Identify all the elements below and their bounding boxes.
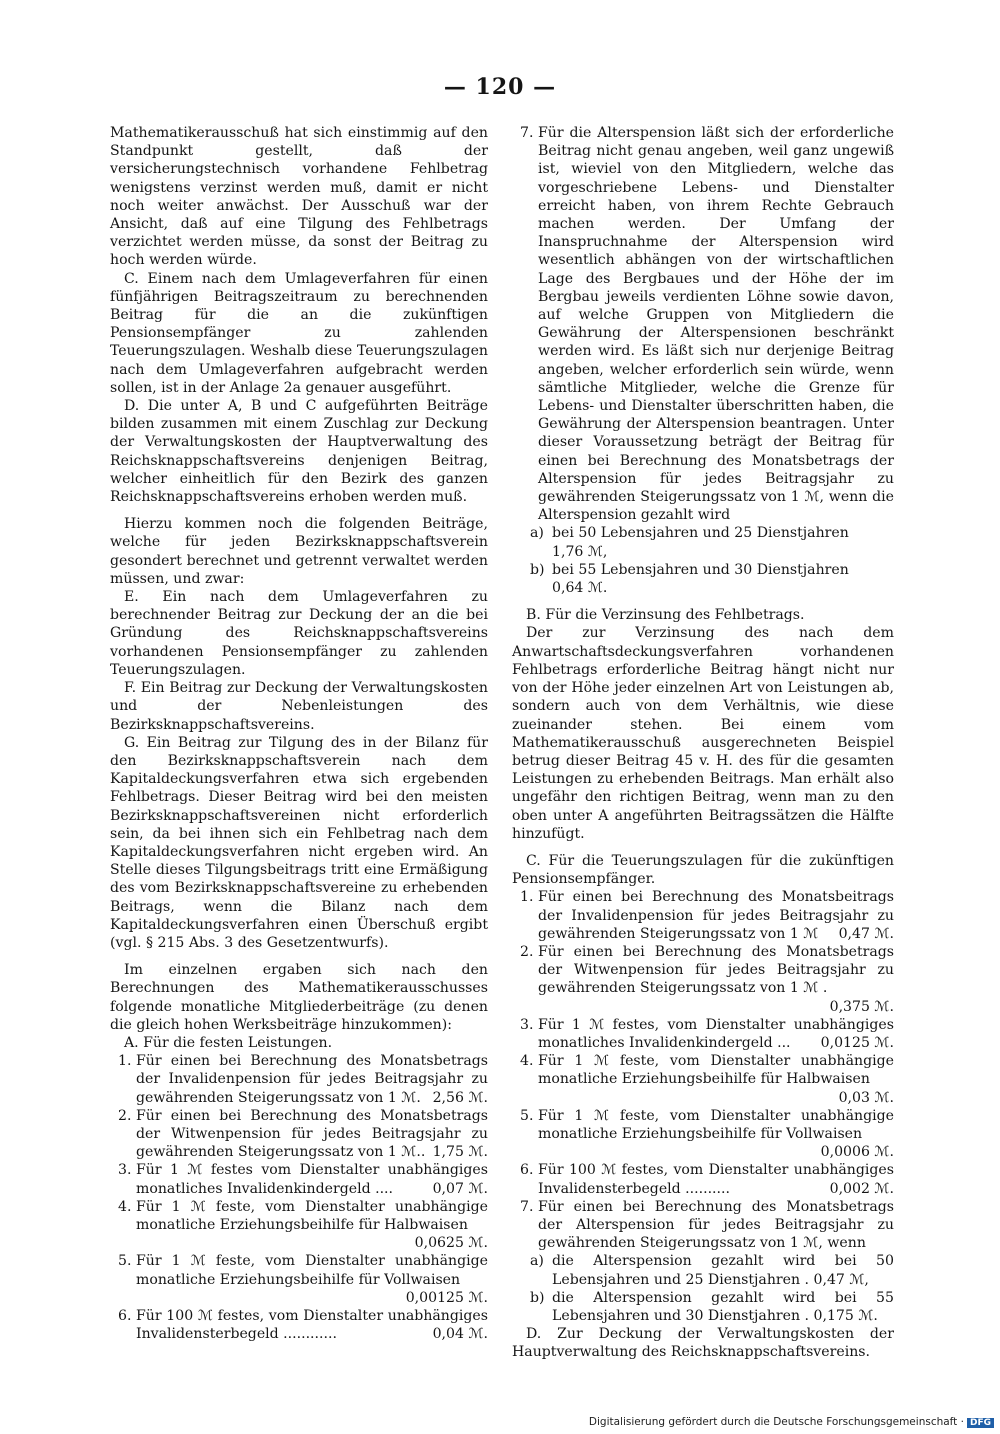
item-value: 0,0125 ℳ.	[820, 1034, 894, 1051]
item-text: Für 1 ℳ festes, vom Dienstalter unabhängiges monatliches Invalidenkindergeld ...	[538, 1016, 894, 1051]
item-text: Für 1 ℳ feste, vom Dienstalter unabhängige monatliche Erziehungsbeihilfe für Halbwaisen	[538, 1053, 894, 1088]
item-value: 0,07 ℳ.	[432, 1180, 488, 1197]
list-item: 4. Für 1 ℳ feste, vom Dienstalter unabhängige monatliche Erziehungsbeihilfe für Halbwaisen 0,0625 ℳ.	[118, 1198, 488, 1252]
paragraph-e: E. Ein nach dem Umlageverfahren zu berechnender Beitrag zur Deckung der an die bei Gründung des Reichsknappschaftsvereins vorhandenen Pensionsempfänger zu zahlenden Teuerungszulagen.	[110, 589, 488, 678]
paragraph-d: D. Die unter A, B und C aufgeführten Beiträge bilden zusammen mit einem Zuschlag zur Deckung der Verwaltungskosten der Hauptverwaltung des Reichsknappschaftsvereins denjenigen Beitrag, welcher einheitlich für den Bezirk des ganzen Reichsknappschaftsvereins erhoben werden muß.	[110, 398, 488, 506]
paragraph: Der zur Verzinsung des nach dem Anwartschaftsdeckungsverfahren vorhandenen Fehlbetrags erforderliche Beitrag hängt nicht nur von der Höhe jeder einzelnen Art von Leistungen ab, sondern auch von dem Verhältnis, wie diese zueinander stehen. Bei einem vom Mathematikerausschuß ausgerechneten Beispiel betrug dieser Beitrag 45 v. H. des für die gesamten Leistungen zu erhebenden Beitrags. Man erhält also ungefähr den richtigen Beitrag, wenn man zu den oben unter A angeführten Beitragssätzen die Hälfte hinzufügt.	[512, 625, 894, 842]
item-text: Für einen bei Berechnung des Monatsbetrags der Witwenpension für jedes Beitragsjahr zu gewährenden Steigerungssatz von 1 ℳ .	[538, 943, 894, 997]
list-item: 7. Für die Alterspension läßt sich der erforderliche Beitrag nicht genau angeben, weil ganz ungewiß ist, wieviel von den Mitgliedern, welche das vorgeschriebene Lebens- und Dienstalter erreicht haben, von ihrem Rechte Gebrauch machen werden. Der Umfang der Inanspruchnahme der Alterspension wird wesentlich abhängen von der wirtschaftlichen Lage des Bergbaues und der Höhe der im Bergbau jeweils verdienten Löhne sowie davon, auf welche Gruppen von Mitgliedern die Gewährung der Alterspensionen beschränkt werden wird. Es läßt sich nur derjenige Beitrag angeben, welcher erforderlich sein würde, wenn sämtliche Mitglieder, welche die Grenze für Lebens- und Dienstalter überschritten haben, die Gewährung der Alterspension beantragen. Unter dieser Voraussetzung beträgt der Beitrag für einen bei Berechnung des Monatsbetrags der Alterspension für jedes Beitragsjahr zu gewährenden Steigerungssatz von 1 ℳ, wenn die Alterspension gezahlt wird	[520, 125, 894, 524]
list-item: 3. Für 1 ℳ festes, vom Dienstalter unabhängiges monatliches Invalidenkindergeld ... 0,0125 ℳ.	[520, 1016, 894, 1051]
section-heading-b: B. Für die Verzinsung des Fehlbetrags.	[526, 607, 805, 624]
item-text: Für einen bei Berechnung des Monatsbetrags der Alterspension für jedes Beitragsjahr zu gewährenden Steigerungssatz von 1 ℳ, wenn	[538, 1198, 894, 1252]
item-text: Für 1 ℳ feste, vom Dienstalter unabhängige monatliche Erziehungsbeihilfe für Vollwaisen	[136, 1253, 488, 1288]
item-value: 0,002 ℳ.	[829, 1180, 894, 1197]
item-text: Für 100 ℳ festes, vom Dienstalter unabhängiges Invalidensterbegeld ..........	[538, 1162, 894, 1197]
list-item: 6. Für 100 ℳ festes, vom Dienstalter unabhängiges Invalidensterbegeld ............ 0,04 ℳ.	[118, 1308, 488, 1343]
list-item: 2. Für einen bei Berechnung des Monatsbetrags der Witwenpension für jedes Beitragsjahr zu gewährenden Steigerungssatz von 1 ℳ.. 1,75 ℳ.	[118, 1107, 488, 1161]
sub-item-text: die Alterspension gezahlt wird bei 55 Lebensjahren und 30 Dienstjahren .	[552, 1289, 894, 1324]
item-value: 1,75 ℳ.	[432, 1144, 488, 1161]
paragraph-g: G. Ein Beitrag zur Tilgung des in der Bilanz für den Bezirksknappschaftsverein nach dem Kapitaldeckungsverfahren etwa sich ergebenden Fehlbetrags. Dieser Beitrag wird bei den meisten Bezirksknappschaftsvereinen nicht erforderlich sein, da bei ihnen sich ein Fehlbetrag nach dem Kapitaldeckungsverfahren nicht ergeben wird. An Stelle dieses Tilgungsbeitrags tritt eine Ermäßigung des vom Bezirksknappschaftsvereine zu erhebenden Beitrags, wenn die Bilanz nach dem Kapitaldeckungsverfahren einen Überschuß ergibt (vgl. § 215 Abs. 3 des Gesetzentwurfs).	[110, 734, 488, 951]
item-value: 2,56 ℳ.	[432, 1089, 488, 1106]
item-value: 0,375 ℳ.	[829, 998, 894, 1015]
item-text: Für einen bei Berechnung des Monatsbetrags der Invalidenpension für jedes Beitragsjahr zu gewährenden Steigerungssatz von 1 ℳ.	[136, 1053, 488, 1106]
list-item: 5. Für 1 ℳ feste, vom Dienstalter unabhängige monatliche Erziehungsbeihilfe für Vollwaisen 0,00125 ℳ.	[118, 1253, 488, 1306]
right-column	[512, 124, 894, 1362]
sub-item-value: 0,175 ℳ.	[813, 1308, 878, 1324]
item-text: Für 1 ℳ feste, vom Dienstalter unabhängige monatliche Erziehungsbeihilfe für Halbwaisen	[136, 1198, 488, 1233]
sub-item-text: bei 50 Lebensjahren und 25 Dienstjahren	[552, 525, 849, 542]
paragraph: Mathematikerausschuß hat sich einstimmig auf den Standpunkt gestellt, daß der versicherungstechnisch vorhandene Fehlbetrag wenigstens verzinst werden muß, damit er nicht noch weiter anwächst. Der Ausschuß war der Ansicht, daß auf eine Tilgung des Fehlbetrags verzichtet werden müsse, da sonst der Beitrag zu hoch werden würde.	[110, 125, 488, 269]
item-value: 0,47 ℳ.	[838, 925, 894, 942]
sub-item: a) die Alterspension gezahlt wird bei 50 Lebensjahren und 25 Dienstjahren . 0,47 ℳ,	[530, 1253, 894, 1288]
item-text: Für die Alterspension läßt sich der erforderliche Beitrag nicht genau angeben, weil ganz ungewiß ist, wieviel von den Mitgliedern, welche das vorgeschriebene Lebens- und Dienstalter erreicht haben, von ihrem Rechte Gebrauch machen werden. Der Umfang der Inanspruchnahme der Alterspension wird wesentlich abhängen von der wirtschaftlichen Lage des Bergbaues und der Höhe der im Bergbau jeweils verdienten Löhne sowie davon, auf welche Gruppen von Mitgliedern die Gewährung der Alterspensionen beschränkt werden wird. Es läßt sich nur derjenige Beitrag angeben, welcher erforderlich sein würde, wenn sämtliche Mitglieder, welche die Grenze für Lebens- und Dienstalter überschritten haben, die Gewährung der Alterspension beantragen. Unter dieser Voraussetzung beträgt der Beitrag für einen bei Berechnung des Monatsbetrags der Alterspension für jedes Beitragsjahr zu gewährenden Steigerungssatz von 1 ℳ, wenn die Alterspension gezahlt wird	[538, 125, 894, 524]
sub-item: b) die Alterspension gezahlt wird bei 55 Lebensjahren und 30 Dienstjahren . 0,175 ℳ.	[530, 1289, 894, 1324]
footer-credit	[589, 1416, 994, 1428]
dfg-logo: DFG	[967, 1418, 994, 1428]
sub-item-value: 0,47 ℳ,	[813, 1271, 869, 1288]
section-heading-d: D. Zur Deckung der Verwaltungskosten der Hauptverwaltung des Reichsknappschaftsvereins.	[512, 1326, 894, 1361]
paragraph: Im einzelnen ergaben sich nach den Berechnungen des Mathematikerausschusses folgende monatliche Mitgliederbeiträge (zu denen die gleich hohen Werksbeiträge hinzukommen):	[110, 962, 488, 1033]
list-item: 1. Für einen bei Berechnung des Monatsbetrags der Invalidenpension für jedes Beitragsjahr zu gewährenden Steigerungssatz von 1 ℳ. 2,56 ℳ.	[118, 1053, 488, 1106]
item-text: Für 1 ℳ feste, vom Dienstalter unabhängige monatliche Erziehungsbeihilfe für Vollwaisen	[538, 1107, 894, 1142]
paragraph-c: C. Einem nach dem Umlageverfahren für einen fünfjährigen Beitragszeitraum zu berechnenden Beitrag für die an die zukünftigen Pensionsempfänger zu zahlenden Teuerungszulagen. Weshalb diese Teuerungszulagen nach dem Umlageverfahren aufgebracht werden sollen, ist in der Anlage 2a genauer ausgeführt.	[110, 270, 488, 396]
item-text: Für einen bei Berechnung des Monatsbetrags der Witwenpension für jedes Beitragsjahr zu gewährenden Steigerungssatz von 1 ℳ..	[136, 1107, 488, 1161]
section-heading-a: A. Für die festen Leistungen.	[124, 1034, 333, 1051]
sub-item: b) bei 55 Lebensjahren und 30 Dienstjahren 0,64 ℳ.	[530, 561, 849, 597]
footer-text: Digitalisierung gefördert durch die Deutsche Forschungsgemeinschaft ·	[588, 1416, 964, 1428]
item-value: 0,04 ℳ.	[432, 1326, 488, 1343]
sub-item-text: die Alterspension gezahlt wird bei 50 Lebensjahren und 25 Dienstjahren .	[552, 1253, 894, 1288]
list-item: 4. Für 1 ℳ feste, vom Dienstalter unabhängige monatliche Erziehungsbeihilfe für Halbwaisen 0,03 ℳ.	[520, 1053, 894, 1106]
list-item: 7. Für einen bei Berechnung des Monatsbetrags der Alterspension für jedes Beitragsjahr zu gewährenden Steigerungssatz von 1 ℳ, wenn	[520, 1198, 894, 1252]
page-number: — 120 —	[443, 74, 557, 100]
list-item: 6. Für 100 ℳ festes, vom Dienstalter unabhängiges Invalidensterbegeld .......... 0,002 ℳ.	[520, 1162, 894, 1197]
item-text: Für 1 ℳ festes vom Dienstalter unabhängiges monatliches Invalidenkindergeld ....	[136, 1162, 488, 1197]
item-value: 0,0006 ℳ.	[820, 1144, 894, 1161]
list-item: 2. Für einen bei Berechnung des Monatsbetrags der Witwenpension für jedes Beitragsjahr zu gewährenden Steigerungssatz von 1 ℳ . 0,375 ℳ.	[520, 943, 894, 1015]
item-text: Für 100 ℳ festes, vom Dienstalter unabhängiges Invalidensterbegeld ............	[136, 1308, 488, 1343]
item-value: 0,0625 ℳ.	[414, 1235, 488, 1252]
sub-item-value: 1,76 ℳ,	[552, 543, 608, 560]
item-text: Für einen bei Berechnung des Monatsbeitrags der Invalidenpension für jedes Beitragsjahr zu gewährenden Steigerungssatz von 1 ℳ	[538, 889, 894, 942]
item-value: 0,03 ℳ.	[838, 1089, 894, 1106]
section-heading-c: C. Für die Teuerungszulagen für die zukünftigen Pensionsempfänger.	[512, 852, 894, 888]
paragraph-f: F. Ein Beitrag zur Deckung der Verwaltungskosten und der Nebenleistungen des Bezirksknappschaftsvereins.	[110, 680, 488, 733]
list-item: 5. Für 1 ℳ feste, vom Dienstalter unabhängige monatliche Erziehungsbeihilfe für Vollwaisen 0,0006 ℳ.	[520, 1107, 894, 1161]
sub-item-text: bei 55 Lebensjahren und 30 Dienstjahren	[552, 561, 849, 578]
paragraph: Hierzu kommen noch die folgenden Beiträge, welche für jeden Bezirksknappschaftsverein gesondert berechnet und getrennt verwaltet werden müssen, und zwar:	[110, 516, 488, 587]
sub-item-value: 0,64 ℳ.	[552, 580, 608, 597]
sub-item: a) bei 50 Lebensjahren und 25 Dienstjahren 1,76 ℳ,	[530, 525, 849, 560]
item-value: 0,00125 ℳ.	[405, 1289, 488, 1306]
list-item: 3. Für 1 ℳ festes vom Dienstalter unabhängiges monatliches Invalidenkindergeld .... 0,07 ℳ.	[118, 1162, 488, 1197]
left-column	[110, 124, 488, 1343]
list-item: 1. Für einen bei Berechnung des Monatsbeitrags der Invalidenpension für jedes Beitragsjahr zu gewährenden Steigerungssatz von 1 ℳ 0,47 ℳ.	[520, 889, 894, 942]
